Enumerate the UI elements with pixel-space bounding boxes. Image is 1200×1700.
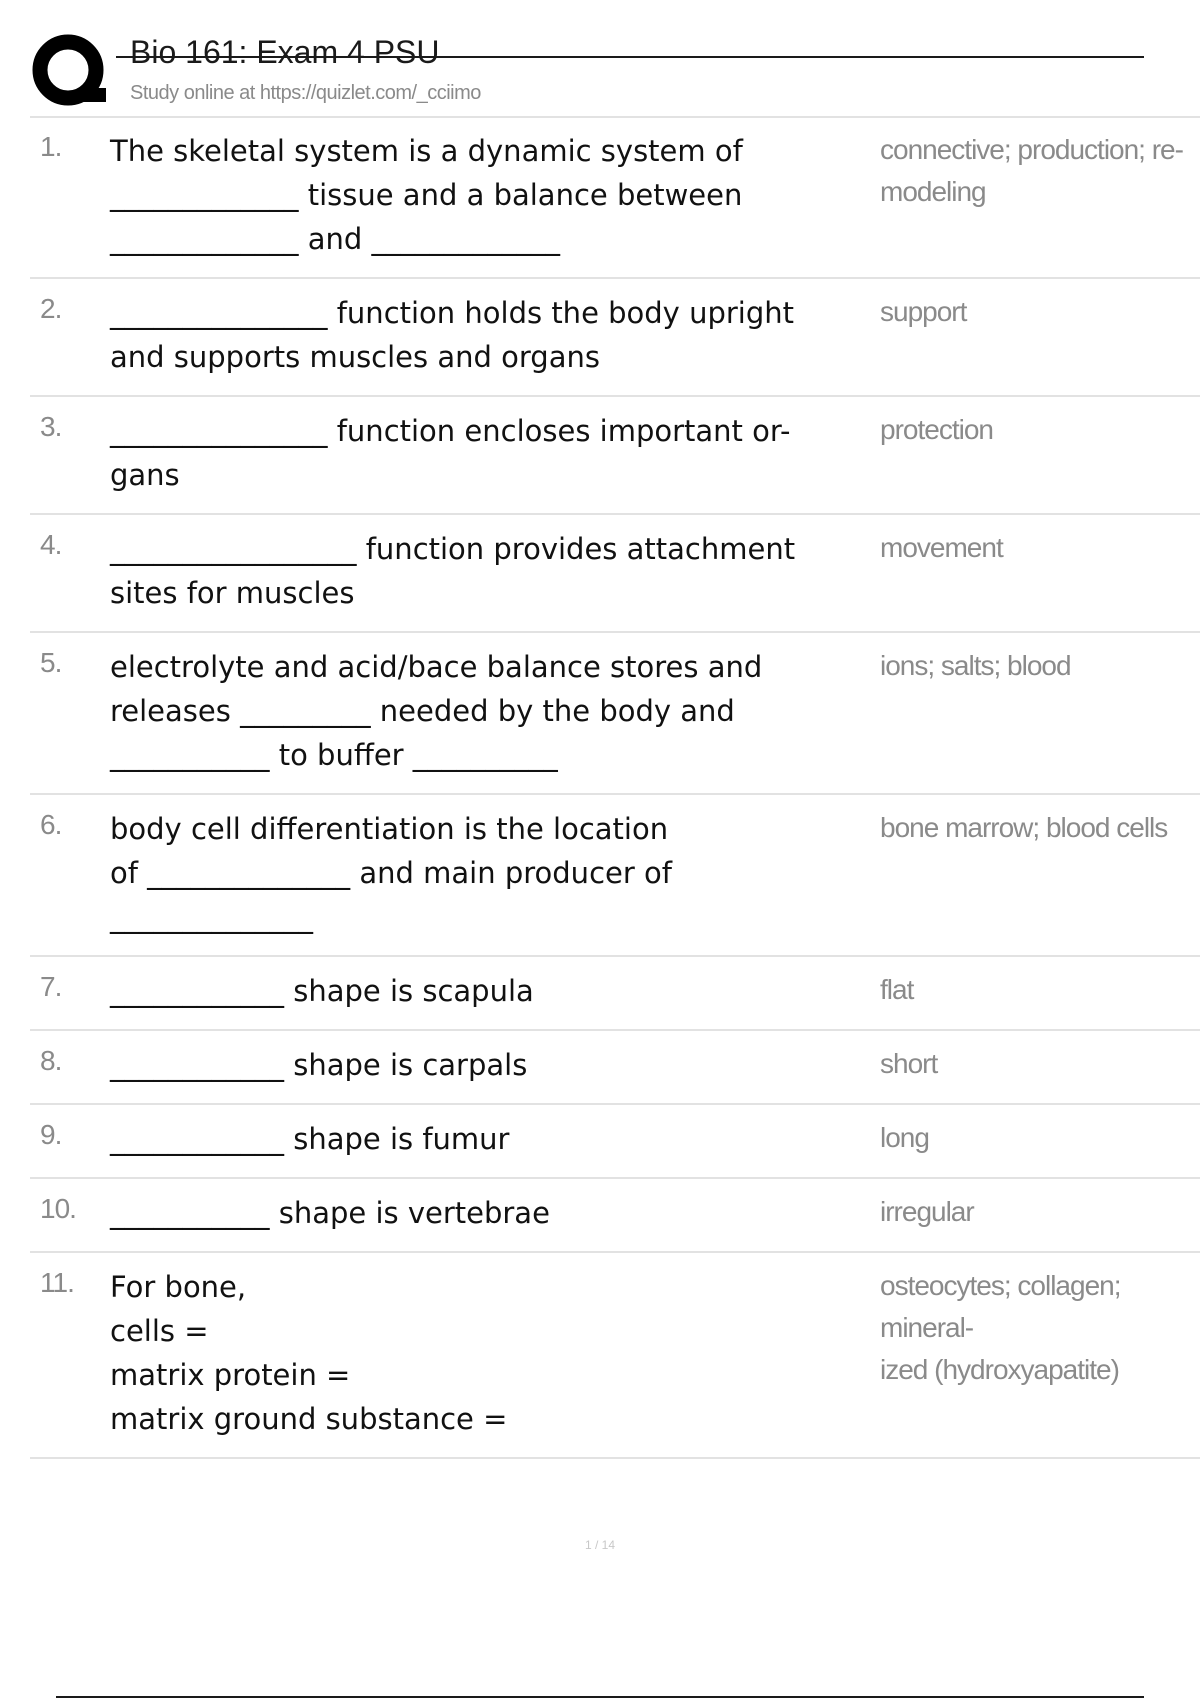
card-number: 9. xyxy=(40,1119,62,1150)
flashcard xyxy=(30,795,1200,957)
flashcard xyxy=(30,1179,1200,1253)
card-number: 8. xyxy=(40,1045,62,1076)
flashcard xyxy=(30,117,1200,279)
card-definition: connective; production; re- modeling xyxy=(880,134,1183,207)
card-definition: bone marrow; blood cells xyxy=(880,812,1168,843)
card-number: 6. xyxy=(40,809,62,840)
card-term: ___________ shape is vertebrae xyxy=(110,1196,550,1230)
card-definition: flat xyxy=(880,974,914,1005)
card-term: ____________ shape is fumur xyxy=(110,1122,510,1156)
card-number: 10. xyxy=(40,1193,76,1224)
title-rule xyxy=(116,56,1144,58)
study-online-link[interactable]: Study online at https://quizlet.com/_cciimo xyxy=(130,82,481,104)
flashcard xyxy=(30,1105,1200,1179)
document-title: Bio 161: Exam 4 PSU xyxy=(130,34,440,70)
card-number: 4. xyxy=(40,529,62,560)
card-number: 5. xyxy=(40,647,62,678)
footer-rule xyxy=(56,1696,1144,1698)
card-definition: ions; salts; blood xyxy=(880,650,1071,681)
card-term: ____________ shape is carpals xyxy=(110,1048,528,1082)
flashcard xyxy=(30,515,1200,633)
card-definition: movement xyxy=(880,532,1003,563)
card-term: _______________ function holds the body upright and supports muscles and organs xyxy=(110,296,794,374)
card-definition: long xyxy=(880,1122,929,1153)
flashcard xyxy=(30,957,1200,1031)
flashcard xyxy=(30,633,1200,795)
flashcard-list xyxy=(30,117,1200,1459)
card-number: 3. xyxy=(40,411,62,442)
card-number: 7. xyxy=(40,971,62,1002)
card-term: electrolyte and acid/bace balance stores and releases _________ needed by the body and ___________ to buffer __________ xyxy=(110,650,763,772)
card-term: _______________ function encloses important or- gans xyxy=(110,414,791,492)
flashcard xyxy=(30,1253,1200,1459)
quizlet-logo-icon xyxy=(30,32,110,112)
card-definition: support xyxy=(880,296,967,327)
card-number: 11. xyxy=(40,1267,74,1298)
card-term: For bone, cells = matrix protein = matrix ground substance = xyxy=(110,1270,508,1436)
card-term: _________________ function provides attachment sites for muscles xyxy=(110,532,796,610)
card-number: 2. xyxy=(40,293,62,324)
card-term: The skeletal system is a dynamic system of _____________ tissue and a balance between _____________ and _____________ xyxy=(110,134,743,256)
card-definition: irregular xyxy=(880,1196,974,1227)
flashcard xyxy=(30,1031,1200,1105)
card-definition: osteocytes; collagen; mineral- ized (hydroxyapatite) xyxy=(880,1270,1121,1385)
page-number: 1 / 14 xyxy=(584,1538,616,1552)
card-definition: short xyxy=(880,1048,938,1079)
card-term: ____________ shape is scapula xyxy=(110,974,534,1008)
card-definition: protection xyxy=(880,414,993,445)
flashcard xyxy=(30,279,1200,397)
flashcard xyxy=(30,397,1200,515)
card-term: body cell differentiation is the location of ______________ and main producer of ______________ xyxy=(110,812,672,934)
card-number: 1. xyxy=(40,131,62,162)
